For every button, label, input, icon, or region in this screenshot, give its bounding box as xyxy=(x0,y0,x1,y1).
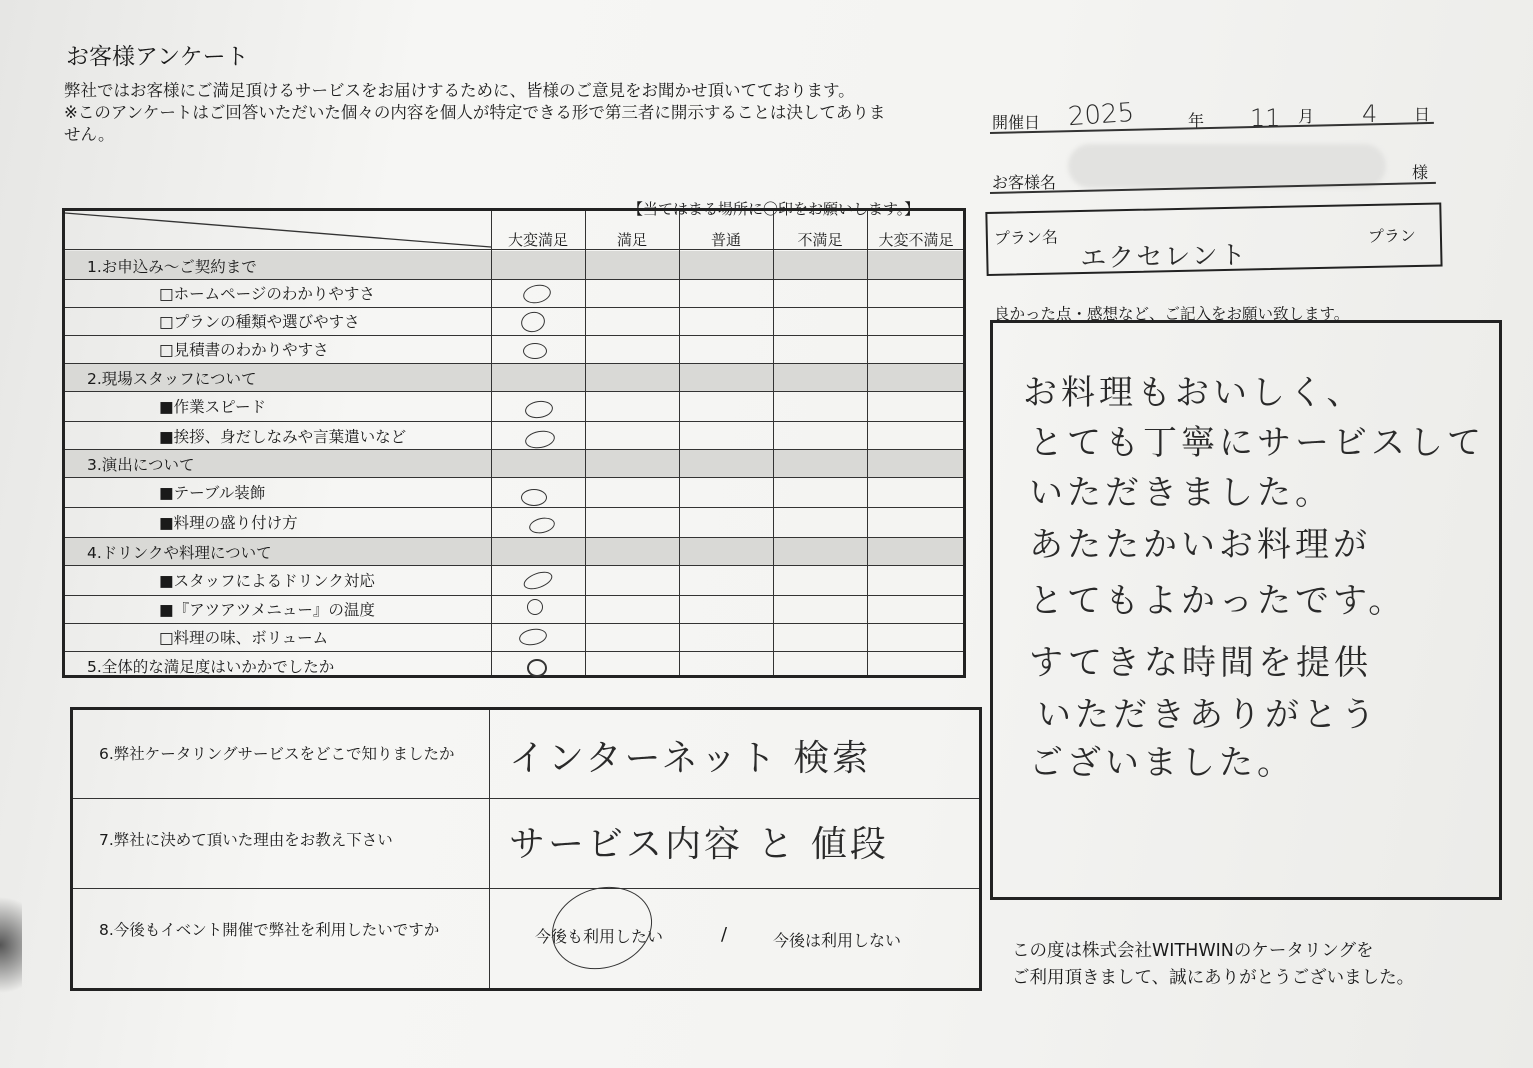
plan-label: プラン名 xyxy=(993,227,1059,248)
date-month: 11 xyxy=(1250,104,1281,132)
item-drink-service: ■スタッフによるドリンク対応 xyxy=(159,572,375,590)
comment-line-6: すてきな時間を提供 xyxy=(1029,643,1373,683)
rating-mark-overall xyxy=(527,659,547,677)
instruction-text: 【当てはまる場所に〇印をお願いします。】 xyxy=(628,200,920,218)
q8-selected-circle xyxy=(541,874,663,982)
rating-table xyxy=(62,208,966,678)
plan-value: エクセレント xyxy=(1080,240,1248,275)
section-1-label: 1.お申込み～ご契約まで xyxy=(87,258,257,276)
intro-line-1: 弊社ではお客様にご満足頂けるサービスをお届けするために、皆様のご意見をお聞かせ頂いてております。 xyxy=(64,81,855,100)
comment-line-7: いただきありがとう xyxy=(1037,695,1379,735)
rating-mark-taste-volume xyxy=(518,627,548,648)
plan-suffix: プラン xyxy=(1367,225,1417,246)
rating-mark-work-speed xyxy=(524,399,554,420)
rating-mark-estimate xyxy=(523,343,547,359)
col-header-very-satisfied: 大変満足 xyxy=(507,231,568,249)
rating-mark-drink-service xyxy=(521,568,554,592)
date-day: 4 xyxy=(1362,100,1378,128)
item-work-speed: ■作業スピード xyxy=(159,398,267,416)
q8-option-no: 今後は利用しない xyxy=(773,931,902,950)
section-5-label: 5.全体的な満足度はいかかでしたか xyxy=(87,658,335,676)
date-label: 開催日 xyxy=(992,113,1041,132)
rating-mark-plan-types xyxy=(519,309,547,335)
comment-line-5: とてもよかったです。 xyxy=(1029,581,1407,621)
thank-you-note xyxy=(1012,938,1414,992)
thank-you-line-1: この度は株式会社WITHWINのケータリングを xyxy=(1012,941,1374,961)
comment-line-2: とても丁寧にサービスして xyxy=(1029,423,1485,463)
header-diagonal xyxy=(65,211,491,251)
form-title: お客様アンケート xyxy=(66,44,249,70)
year-label: 年 xyxy=(1188,111,1205,130)
rating-mark-table-decoration xyxy=(521,489,547,506)
plan-box xyxy=(985,202,1442,276)
section-band-3 xyxy=(65,449,963,477)
rating-mark-food-presentation xyxy=(528,515,557,535)
col-header-satisfied: 満足 xyxy=(616,231,647,249)
comment-line-8: ございました。 xyxy=(1029,743,1295,783)
q8-separator: / xyxy=(721,924,728,945)
q6-answer: インターネット 検索 xyxy=(509,738,872,779)
q6-label: 6.弊社ケータリングサービスをどこで知りましたか xyxy=(99,745,455,763)
item-hot-menu-temp: ■『アツアツメニュー』の温度 xyxy=(159,601,375,619)
customer-suffix: 様 xyxy=(1412,163,1429,182)
thank-you-line-2: ご利用頂きまして、誠にありがとうございました。 xyxy=(1012,968,1415,988)
item-estimate: □見積書のわかりやすさ xyxy=(159,341,329,359)
comment-line-4: あたたかいお料理が xyxy=(1029,525,1371,565)
item-plan-types: □プランの種類や選びやすさ xyxy=(159,313,360,331)
redacted-customer-name xyxy=(1068,144,1386,188)
q7-label: 7.弊社に決めて頂いた理由をお教え下さい xyxy=(99,831,393,849)
comment-line-1: お料理もおいしく、 xyxy=(1023,373,1365,413)
comment-label: 良かった点・感想など、ご記入をお願い致します。 xyxy=(994,305,1350,323)
q7-answer: サービス内容 と 値段 xyxy=(509,824,889,865)
section-3-label: 3.演出について xyxy=(87,456,195,474)
intro-line-2: ※このアンケートはご回答いただいた個々の内容を個人が特定できる形で第三者に開示することは決してありま xyxy=(64,103,886,122)
col-header-neutral: 普通 xyxy=(710,231,741,249)
item-homepage: □ホームページのわかりやすさ xyxy=(159,285,375,303)
col-header-unsatisfied: 不満足 xyxy=(797,231,843,249)
followup-table xyxy=(70,707,982,991)
q8-label: 8.今後もイベント開催で弊社を利用したいですか xyxy=(99,921,440,939)
rating-mark-hot-menu xyxy=(527,599,543,615)
intro-line-3: せん。 xyxy=(64,125,115,144)
item-taste-volume: □料理の味、ボリューム xyxy=(159,629,329,647)
item-food-presentation: ■料理の盛り付け方 xyxy=(159,514,298,532)
comment-line-3: いただきました。 xyxy=(1029,473,1333,513)
q8-option-yes: 今後も利用したい xyxy=(535,927,664,946)
customer-name-label: お客様名 xyxy=(992,173,1057,192)
rating-mark-homepage xyxy=(521,282,552,305)
rating-mark-greeting xyxy=(524,429,556,451)
item-greeting-manners: ■挨拶、身だしなみや言葉遣いなど xyxy=(159,428,407,446)
section-2-label: 2.現場スタッフについて xyxy=(87,370,257,388)
col-header-very-unsatisfied: 大変不満足 xyxy=(878,231,954,249)
section-4-label: 4.ドリンクや料理について xyxy=(87,544,272,562)
comment-box xyxy=(990,320,1502,900)
page-edge-shadow xyxy=(0,880,22,1010)
month-label: 月 xyxy=(1298,107,1315,126)
intro-text xyxy=(64,80,964,146)
item-table-decoration: ■テーブル装飾 xyxy=(159,484,266,502)
day-label: 日 xyxy=(1414,105,1431,124)
date-year: 2025 xyxy=(1067,97,1136,133)
